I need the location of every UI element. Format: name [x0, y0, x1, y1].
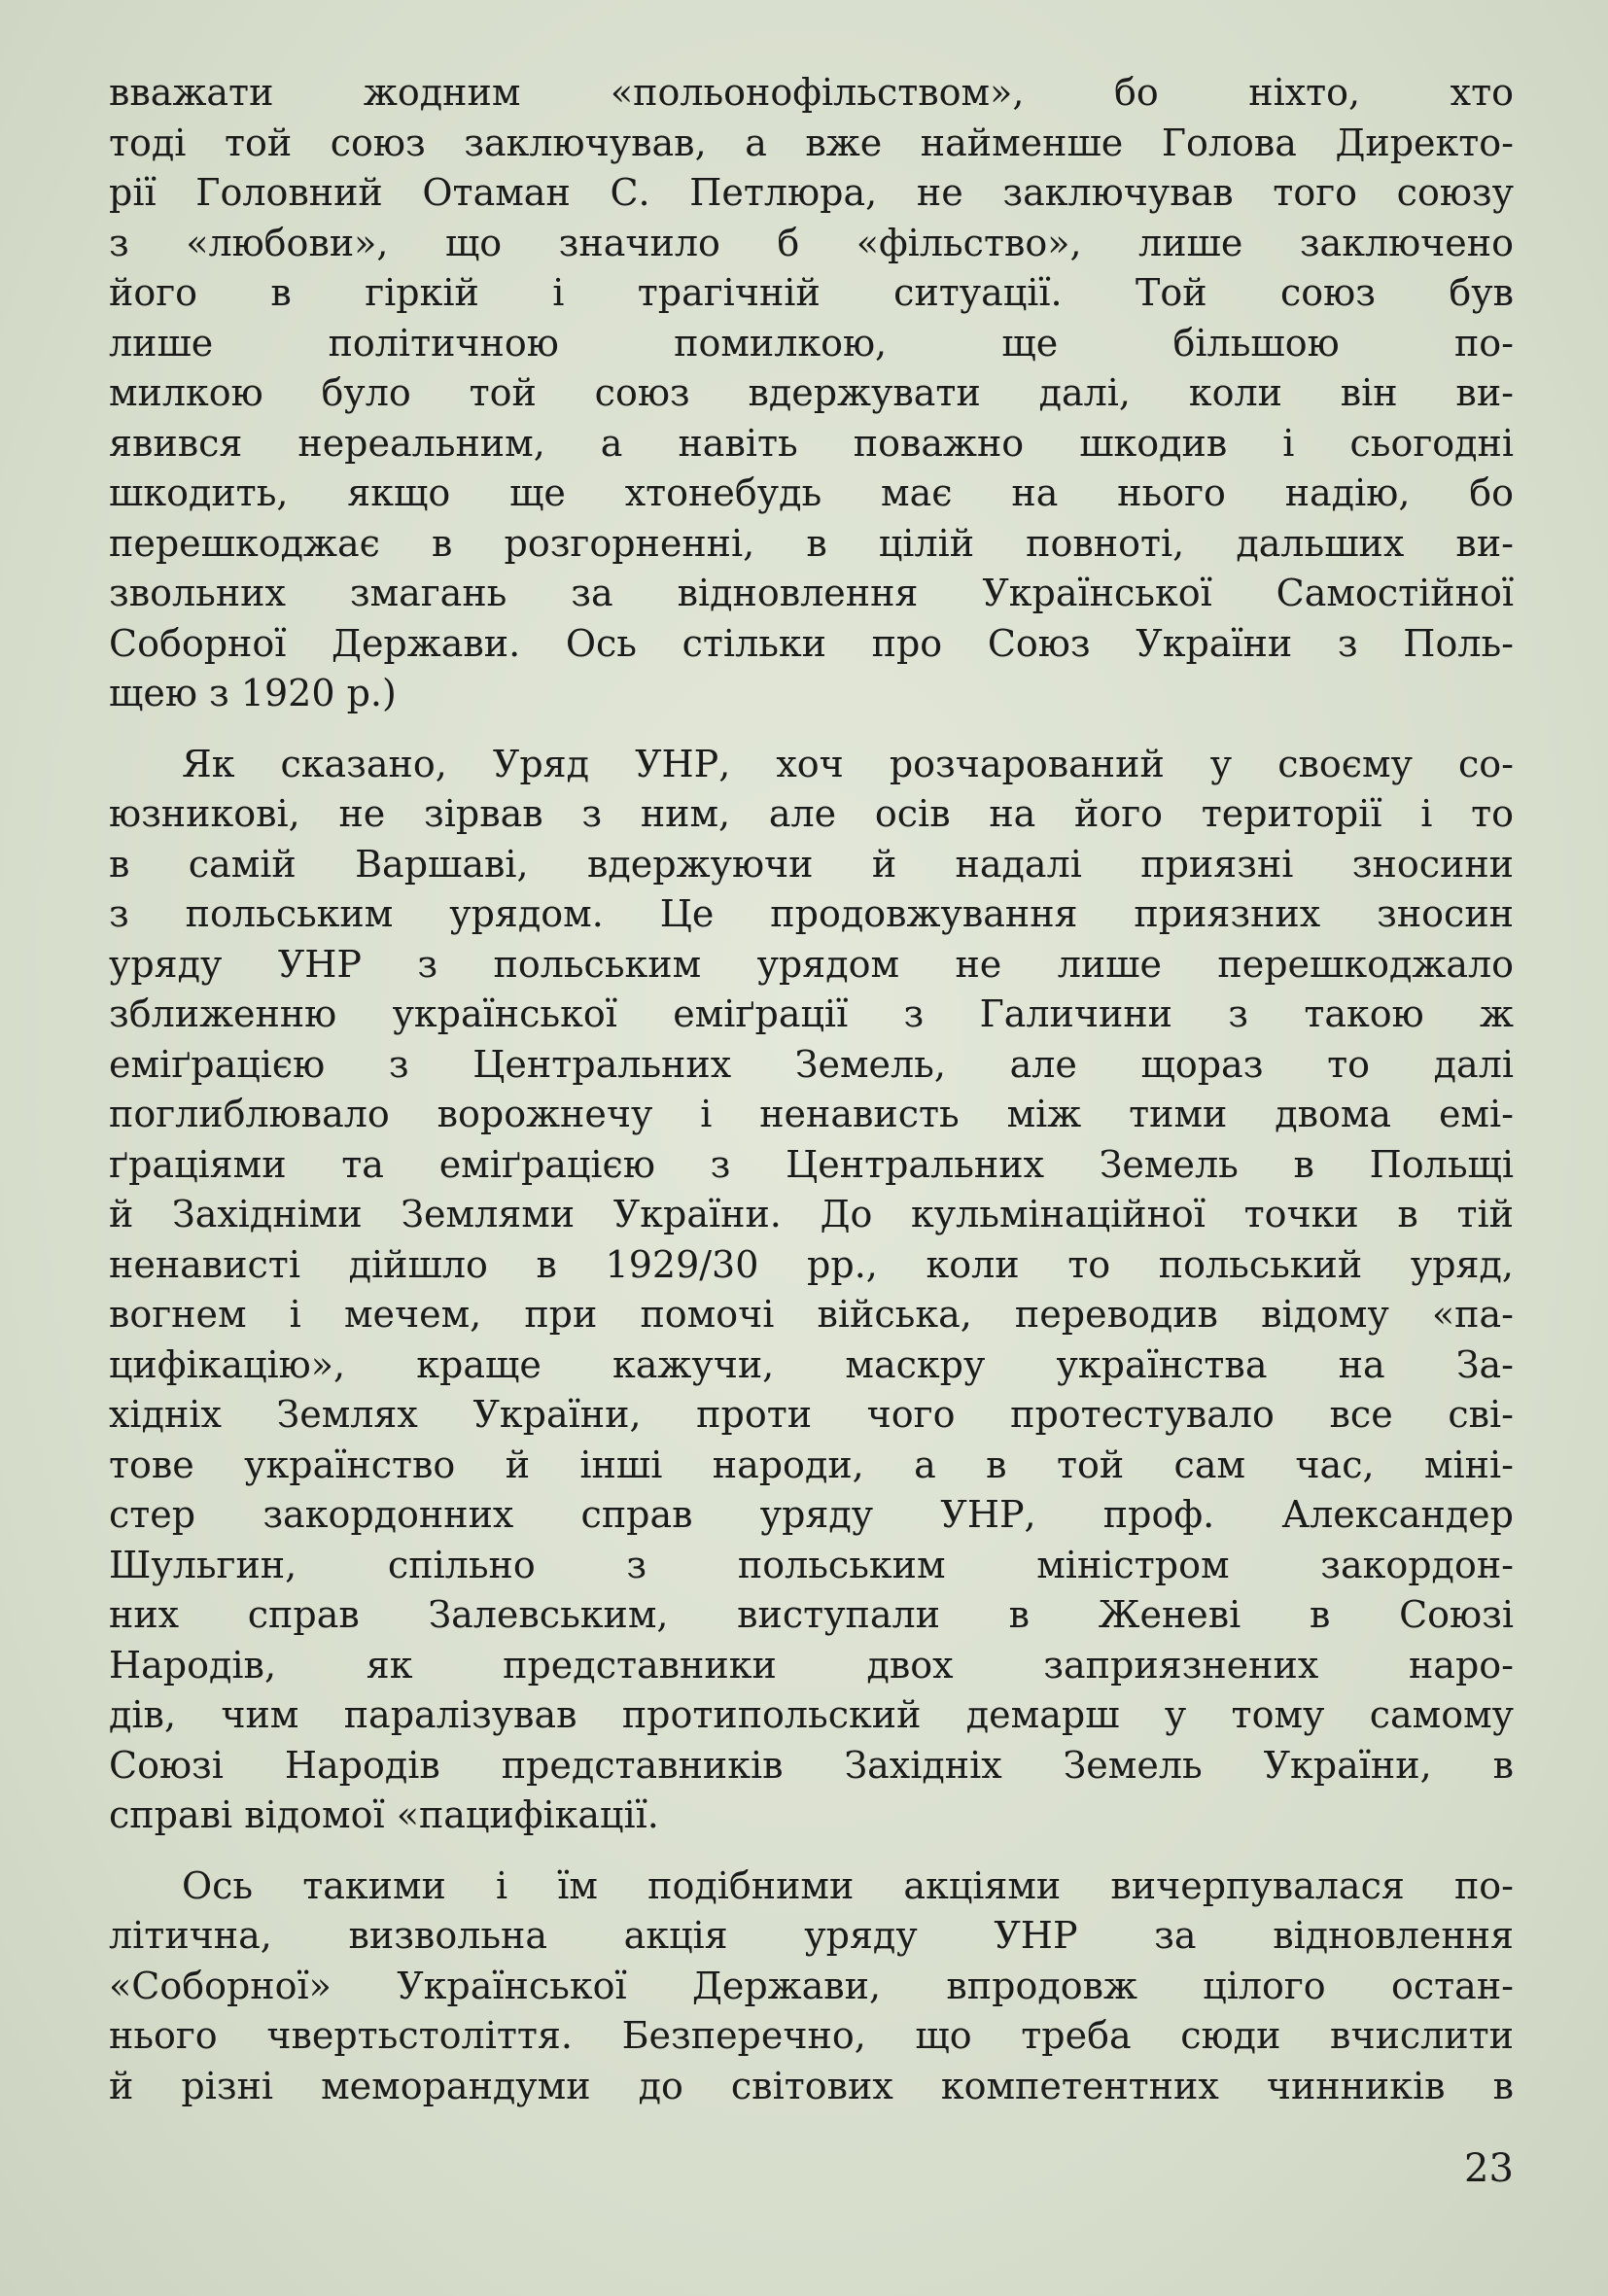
paragraph-3 — [109, 1861, 1514, 2112]
text-line: Ось такими і їм подібними акціями вичерпувалася по- — [182, 1863, 1514, 1907]
paragraph-1 — [109, 68, 1514, 719]
text-line: лише політичною помилкою, ще більшою по- — [109, 321, 1514, 365]
text-line: поглиблювало ворожнечу і ненависть між тими двома емі- — [109, 1093, 1514, 1135]
text-line: них справ Залевським, виступали в Женеві в Союзі — [109, 1593, 1514, 1636]
text-line: нього чвертьстоліття. Безперечно, що треба сюди вчислити — [109, 2014, 1514, 2057]
text-line: Шульгин, спільно з польським міністром закордон- — [109, 1543, 1514, 1586]
text-line: вогнем і мечем, при помочі війська, переводив відому «па- — [109, 1293, 1514, 1336]
text-line: щею з 1920 р.) — [109, 672, 397, 714]
text-line: явився нереальним, а навіть поважно шкодив і сьогодні — [109, 421, 1514, 465]
text-line: рії Головний Отаман С. Петлюра, не заключував того союзу — [109, 171, 1514, 214]
text-line: з польським урядом. Це продовжування приязних зносин — [109, 892, 1514, 935]
paragraph-gap — [109, 1841, 1514, 1861]
text-line: Союзі Народів представників Західніх Земель України, в — [109, 1743, 1514, 1787]
text-line: юзникові, не зірвав з ним, але осів на його території і то — [109, 792, 1514, 835]
text-line: тоді той союз заключував, а вже найменше Голова Директо- — [109, 121, 1514, 164]
text-line: його в гіркій і трагічній ситуації. Той союз був — [109, 271, 1514, 314]
text-line: цифікацію», краще кажучи, маскру українства на За- — [109, 1342, 1514, 1386]
text-line: й різні меморандуми до світових компетентних чинників в — [109, 2064, 1514, 2107]
text-line: з «любови», що значило б «фільство», лише заключено — [109, 221, 1514, 264]
text-line: «Соборної» Української Держави, впродовж цілого остан- — [109, 1964, 1514, 2007]
text-line: звольних змагань за відновлення Української Самостійної — [109, 572, 1514, 614]
text-line: дів, чим паралізував протипольский демарш у тому самому — [109, 1693, 1514, 1736]
text-line: справі відомої «пацифікації. — [109, 1793, 659, 1836]
text-line: Соборної Держави. Ось стільки про Союз України з Поль- — [109, 621, 1514, 665]
text-line: шкодить, якщо ще хтонебудь має на нього надію, бо — [109, 471, 1514, 514]
text-line: еміґрацією з Центральних Земель, але щораз то далі — [109, 1042, 1514, 1086]
paragraph-gap — [109, 719, 1514, 740]
text-line: Народів, як представники двох заприязнених наро- — [109, 1643, 1514, 1687]
text-line: милкою було той союз вдержувати далі, коли він ви- — [109, 371, 1514, 414]
text-line: тове українство й інші народи, а в той сам час, міні- — [109, 1443, 1514, 1486]
text-line: вважати жодним «польонофільством», бо ніхто, хто — [109, 71, 1514, 114]
text-line: уряду УНР з польським урядом не лише перешкоджало — [109, 942, 1514, 986]
text-line: перешкоджає в розгорненні, в цілій повноті, дальших ви- — [109, 521, 1514, 565]
text-line: ґраціями та еміґрацією з Центральних Земель в Польщі — [109, 1142, 1514, 1186]
text-line: стер закордонних справ уряду УНР, проф. Александер — [109, 1493, 1514, 1536]
text-line: в самій Варшаві, вдержуючи й надалі приязні зносини — [109, 842, 1514, 886]
text-line: ненависті дійшло в 1929/30 рр., коли то польський уряд, — [109, 1242, 1514, 1286]
text-line: Як сказано, Уряд УНР, хоч розчарований у своєму со- — [182, 742, 1514, 785]
page-text — [109, 68, 1514, 2111]
text-line: й Західніми Землями України. До кульмінаційної точки в тій — [109, 1193, 1514, 1235]
page-number: 23 — [1464, 2146, 1514, 2191]
text-line: літична, визвольна акція уряду УНР за відновлення — [109, 1914, 1514, 1957]
paragraph-2 — [109, 740, 1514, 1841]
text-line: хідніх Землях України, проти чого протестувало все сві- — [109, 1393, 1514, 1436]
text-line: зближенню української еміґрації з Галичини з такою ж — [109, 992, 1514, 1035]
